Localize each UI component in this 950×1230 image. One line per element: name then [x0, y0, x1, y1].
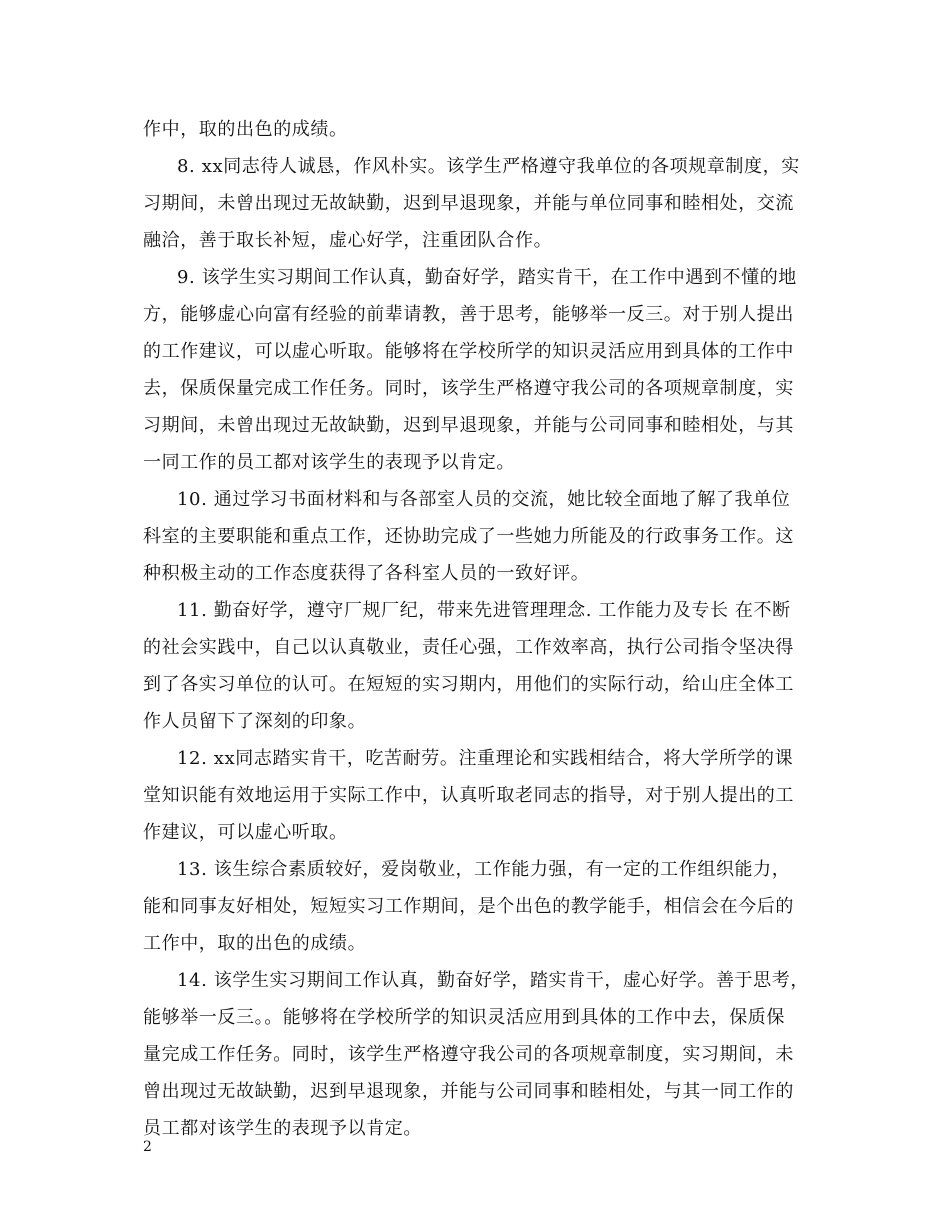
paragraph-10-line: 种积极主动的工作态度获得了各科室人员的一致好评。 [143, 563, 590, 584]
paragraph-12-line: 堂知识能有效地运用于实际工作中，认真听取老同志的指导，对于别人提出的工 [143, 785, 794, 806]
paragraph-9-line: 的工作建议，可以虚心听取。能够将在学校所学的知识灵活应用到具体的工作中 [143, 341, 794, 362]
paragraph-9-line: 习期间，未曾出现过无故缺勤，迟到早退现象，并能与公司同事和睦相处，与其 [143, 415, 794, 436]
paragraph-10-line: 10. 通过学习书面材料和与各部室人员的交流，她比较全面地了解了我单位 [177, 489, 791, 510]
paragraph-13-line: 13. 该生综合素质较好，爱岗敬业，工作能力强，有一定的工作组织能力， [177, 859, 791, 880]
paragraph-9-line: 去，保质保量完成工作任务。同时，该学生严格遵守我公司的各项规章制度，实 [143, 378, 794, 399]
paragraph-13-line: 能和同事友好相处，短短实习工作期间，是个出色的教学能手，相信会在今后的 [143, 896, 794, 917]
paragraph-14-line: 14. 该学生实习期间工作认真，勤奋好学，踏实肯干，虚心好学。善于思考， [177, 970, 809, 991]
paragraph-8-line: 8. xx同志待人诚恳，作风朴实。该学生严格遵守我单位的各项规章制度，实 [177, 156, 800, 177]
paragraph-13-line: 工作中，取的出色的成绩。 [143, 933, 367, 954]
paragraph-12-line: 作建议，可以虚心听取。 [143, 822, 348, 843]
paragraph-12-line: 12. xx同志踏实肯干，吃苦耐劳。注重理论和实践相结合，将大学所学的课 [177, 748, 794, 769]
paragraph-14-line: 量完成工作任务。同时，该学生严格遵守我公司的各项规章制度，实习期间，未 [143, 1044, 794, 1065]
paragraph-14-line: 曾出现过无故缺勤，迟到早退现象，并能与公司同事和睦相处，与其一同工作的 [143, 1081, 794, 1102]
paragraph-8-line: 习期间，未曾出现过无故缺勤，迟到早退现象，并能与单位同事和睦相处，交流 [143, 193, 794, 214]
paragraph-9-line: 9. 该学生实习期间工作认真，勤奋好学，踏实肯干，在工作中遇到不懂的地 [177, 267, 797, 288]
paragraph-11-line: 到了各实习单位的认可。在短短的实习期内，用他们的实际行动，给山庄全体工 [143, 674, 794, 695]
paragraph-14-line: 员工都对该学生的表现予以肯定。 [143, 1118, 422, 1139]
paragraph-8-line: 融洽，善于取长补短，虚心好学，注重团队合作。 [143, 230, 553, 251]
paragraph-11-line: 11. 勤奋好学，遵守厂规厂纪，带来先进管理理念. 工作能力及专长 在不断 [177, 600, 791, 621]
text-line: 作中，取的出色的成绩。 [143, 119, 348, 140]
paragraph-10-line: 科室的主要职能和重点工作，还协助完成了一些她力所能及的行政事务工作。这 [143, 526, 794, 547]
paragraph-11-line: 作人员留下了深刻的印象。 [143, 711, 367, 732]
page-number: 2 [143, 1139, 152, 1155]
paragraph-9-line: 一同工作的员工都对该学生的表现予以肯定。 [143, 452, 515, 473]
paragraph-14-line: 能够举一反三。。能够将在学校所学的知识灵活应用到具体的工作中去，保质保 [143, 1007, 785, 1028]
paragraph-11-line: 的社会实践中，自己以认真敬业，责任心强，工作效率高，执行公司指令坚决得 [143, 637, 794, 658]
paragraph-9-line: 方，能够虚心向富有经验的前辈请教，善于思考，能够举一反三。对于别人提出 [143, 304, 794, 325]
